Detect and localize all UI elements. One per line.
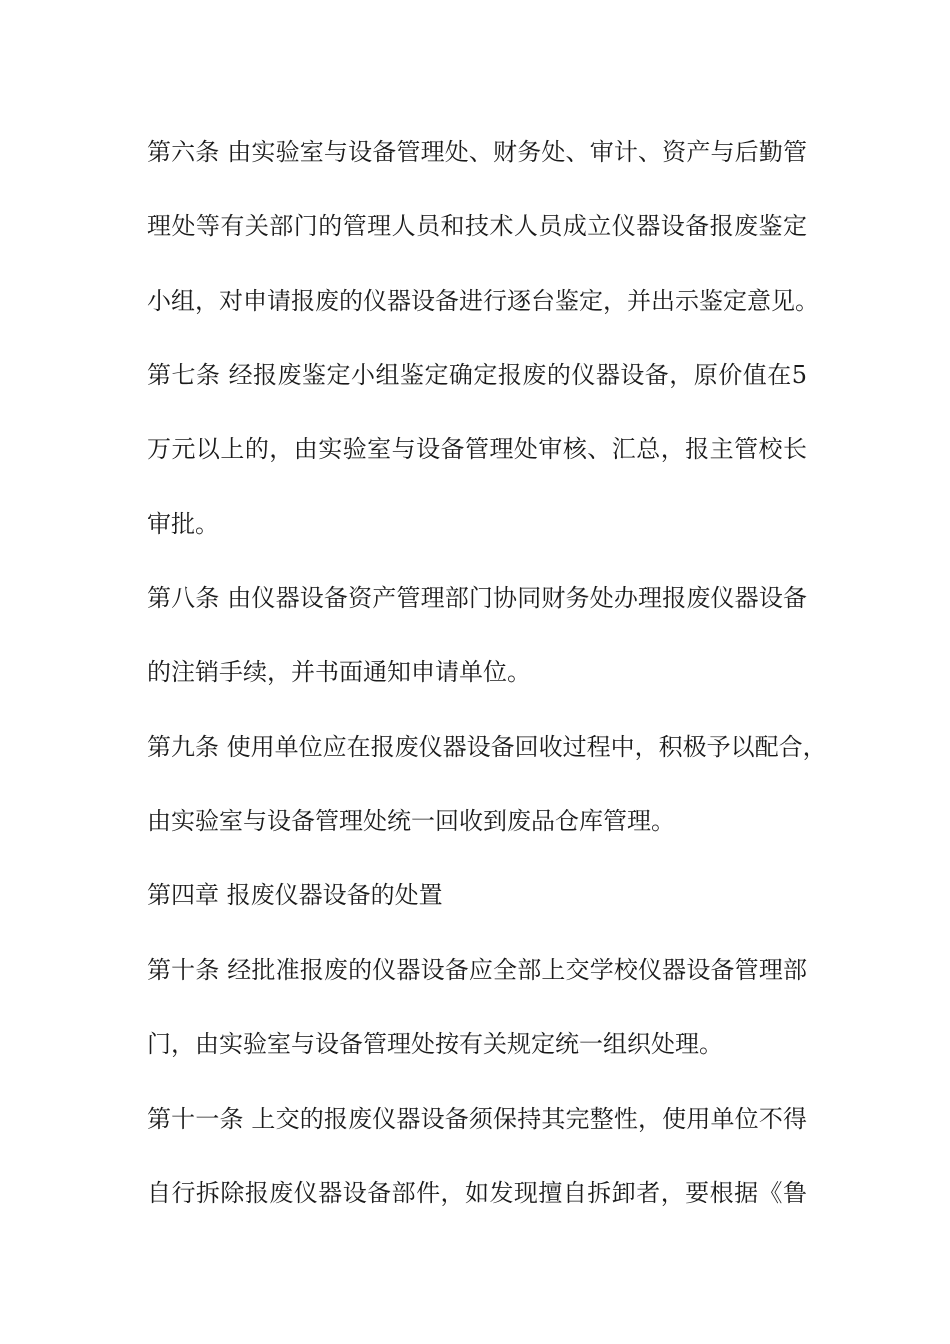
- text-line: 第八条 由仪器设备资产管理部门协同财务处办理报废仪器设备: [147, 584, 807, 612]
- text-line: 第九条 使用单位应在报废仪器设备回收过程中，积极予以配合，: [147, 733, 827, 761]
- text-line: 门，由实验室与设备管理处按有关规定统一组织处理。: [147, 1030, 723, 1058]
- text-line: 审批。: [147, 510, 219, 538]
- text-line: 自行拆除报废仪器设备部件，如发现擅自拆卸者，要根据《鲁: [147, 1179, 807, 1207]
- text-line: 小组，对申请报废的仪器设备进行逐台鉴定，并出示鉴定意见。: [147, 287, 819, 315]
- text-line: 第六条 由实验室与设备管理处、财务处、审计、资产与后勤管: [147, 138, 807, 166]
- text-line: 第十一条 上交的报废仪器设备须保持其完整性，使用单位不得: [147, 1105, 807, 1133]
- chapter-heading: 第四章 报废仪器设备的处置: [147, 881, 443, 909]
- text-line: 第七条 经报废鉴定小组鉴定确定报废的仪器设备，原价值在5: [147, 361, 807, 389]
- text-line: 理处等有关部门的管理人员和技术人员成立仪器设备报废鉴定: [147, 212, 807, 240]
- text-line: 由实验室与设备管理处统一回收到废品仓库管理。: [147, 807, 675, 835]
- text-line: 的注销手续，并书面通知申请单位。: [147, 658, 531, 686]
- text-line: 万元以上的，由实验室与设备管理处审核、汇总，报主管校长: [147, 435, 807, 463]
- text-line: 第十条 经批准报废的仪器设备应全部上交学校仪器设备管理部: [147, 956, 807, 984]
